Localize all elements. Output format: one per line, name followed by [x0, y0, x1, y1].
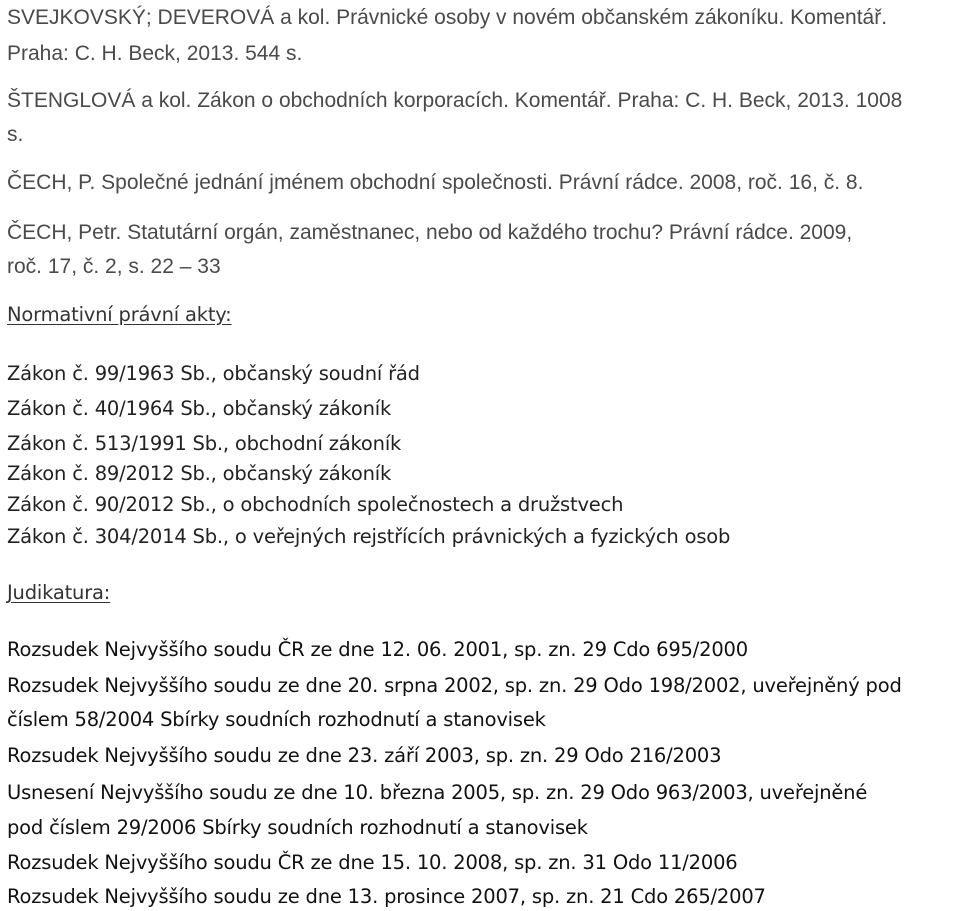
case-law-item: Rozsudek Nejvyššího soudu ČR ze dne 15. 10. 2008, sp. zn. 31 Odo 11/2006	[7, 851, 738, 874]
bibliography-line: Praha: C. H. Beck, 2013. 544 s.	[7, 42, 303, 65]
case-law-item: Rozsudek Nejvyššího soudu ze dne 20. srpna 2002, sp. zn. 29 Odo 198/2002, uveřejněný pod	[7, 674, 902, 697]
case-law-item: Rozsudek Nejvyššího soudu ze dne 13. prosince 2007, sp. zn. 21 Cdo 265/2007	[7, 885, 766, 908]
normative-act-item: Zákon č. 99/1963 Sb., občanský soudní řád	[7, 362, 420, 385]
case-law-heading: Judikatura:	[7, 581, 111, 604]
case-law-item: Rozsudek Nejvyššího soudu ČR ze dne 12. 06. 2001, sp. zn. 29 Cdo 695/2000	[7, 638, 748, 661]
case-law-item: pod číslem 29/2006 Sbírky soudních rozhodnutí a stanovisek	[7, 816, 588, 839]
bibliography-line: s.	[7, 123, 24, 146]
case-law-item: Rozsudek Nejvyššího soudu ze dne 23. září 2003, sp. zn. 29 Odo 216/2003	[7, 744, 722, 767]
bibliography-line: SVEJKOVSKÝ; DEVEROVÁ a kol. Právnické osoby v novém občanském zákoníku. Komentář.	[7, 6, 888, 29]
bibliography-line: roč. 17, č. 2, s. 22 – 33	[7, 255, 221, 278]
case-law-item: číslem 58/2004 Sbírky soudních rozhodnutí a stanovisek	[7, 708, 546, 731]
normative-act-item: Zákon č. 304/2014 Sb., o veřejných rejstřících právnických a fyzických osob	[7, 525, 731, 548]
normative-acts-heading: Normativní právní akty:	[7, 303, 232, 326]
normative-act-item: Zákon č. 89/2012 Sb., občanský zákoník	[7, 462, 392, 485]
bibliography-line: ČECH, P. Společné jednání jménem obchodní společnosti. Právní rádce. 2008, roč. 16, č. 8.	[7, 171, 864, 194]
bibliography-line: ČECH, Petr. Statutární orgán, zaměstnanec, nebo od každého trochu? Právní rádce. 2009,	[7, 221, 853, 244]
normative-act-item: Zákon č. 40/1964 Sb., občanský zákoník	[7, 397, 392, 420]
case-law-item: Usnesení Nejvyššího soudu ze dne 10. března 2005, sp. zn. 29 Odo 963/2003, uveřejněné	[7, 781, 868, 804]
normative-act-item: Zákon č. 90/2012 Sb., o obchodních společnostech a družstvech	[7, 493, 624, 516]
normative-act-item: Zákon č. 513/1991 Sb., obchodní zákoník	[7, 432, 402, 455]
bibliography-line: ŠTENGLOVÁ a kol. Zákon o obchodních korporacích. Komentář. Praha: C. H. Beck, 2013. 1008	[7, 89, 903, 112]
